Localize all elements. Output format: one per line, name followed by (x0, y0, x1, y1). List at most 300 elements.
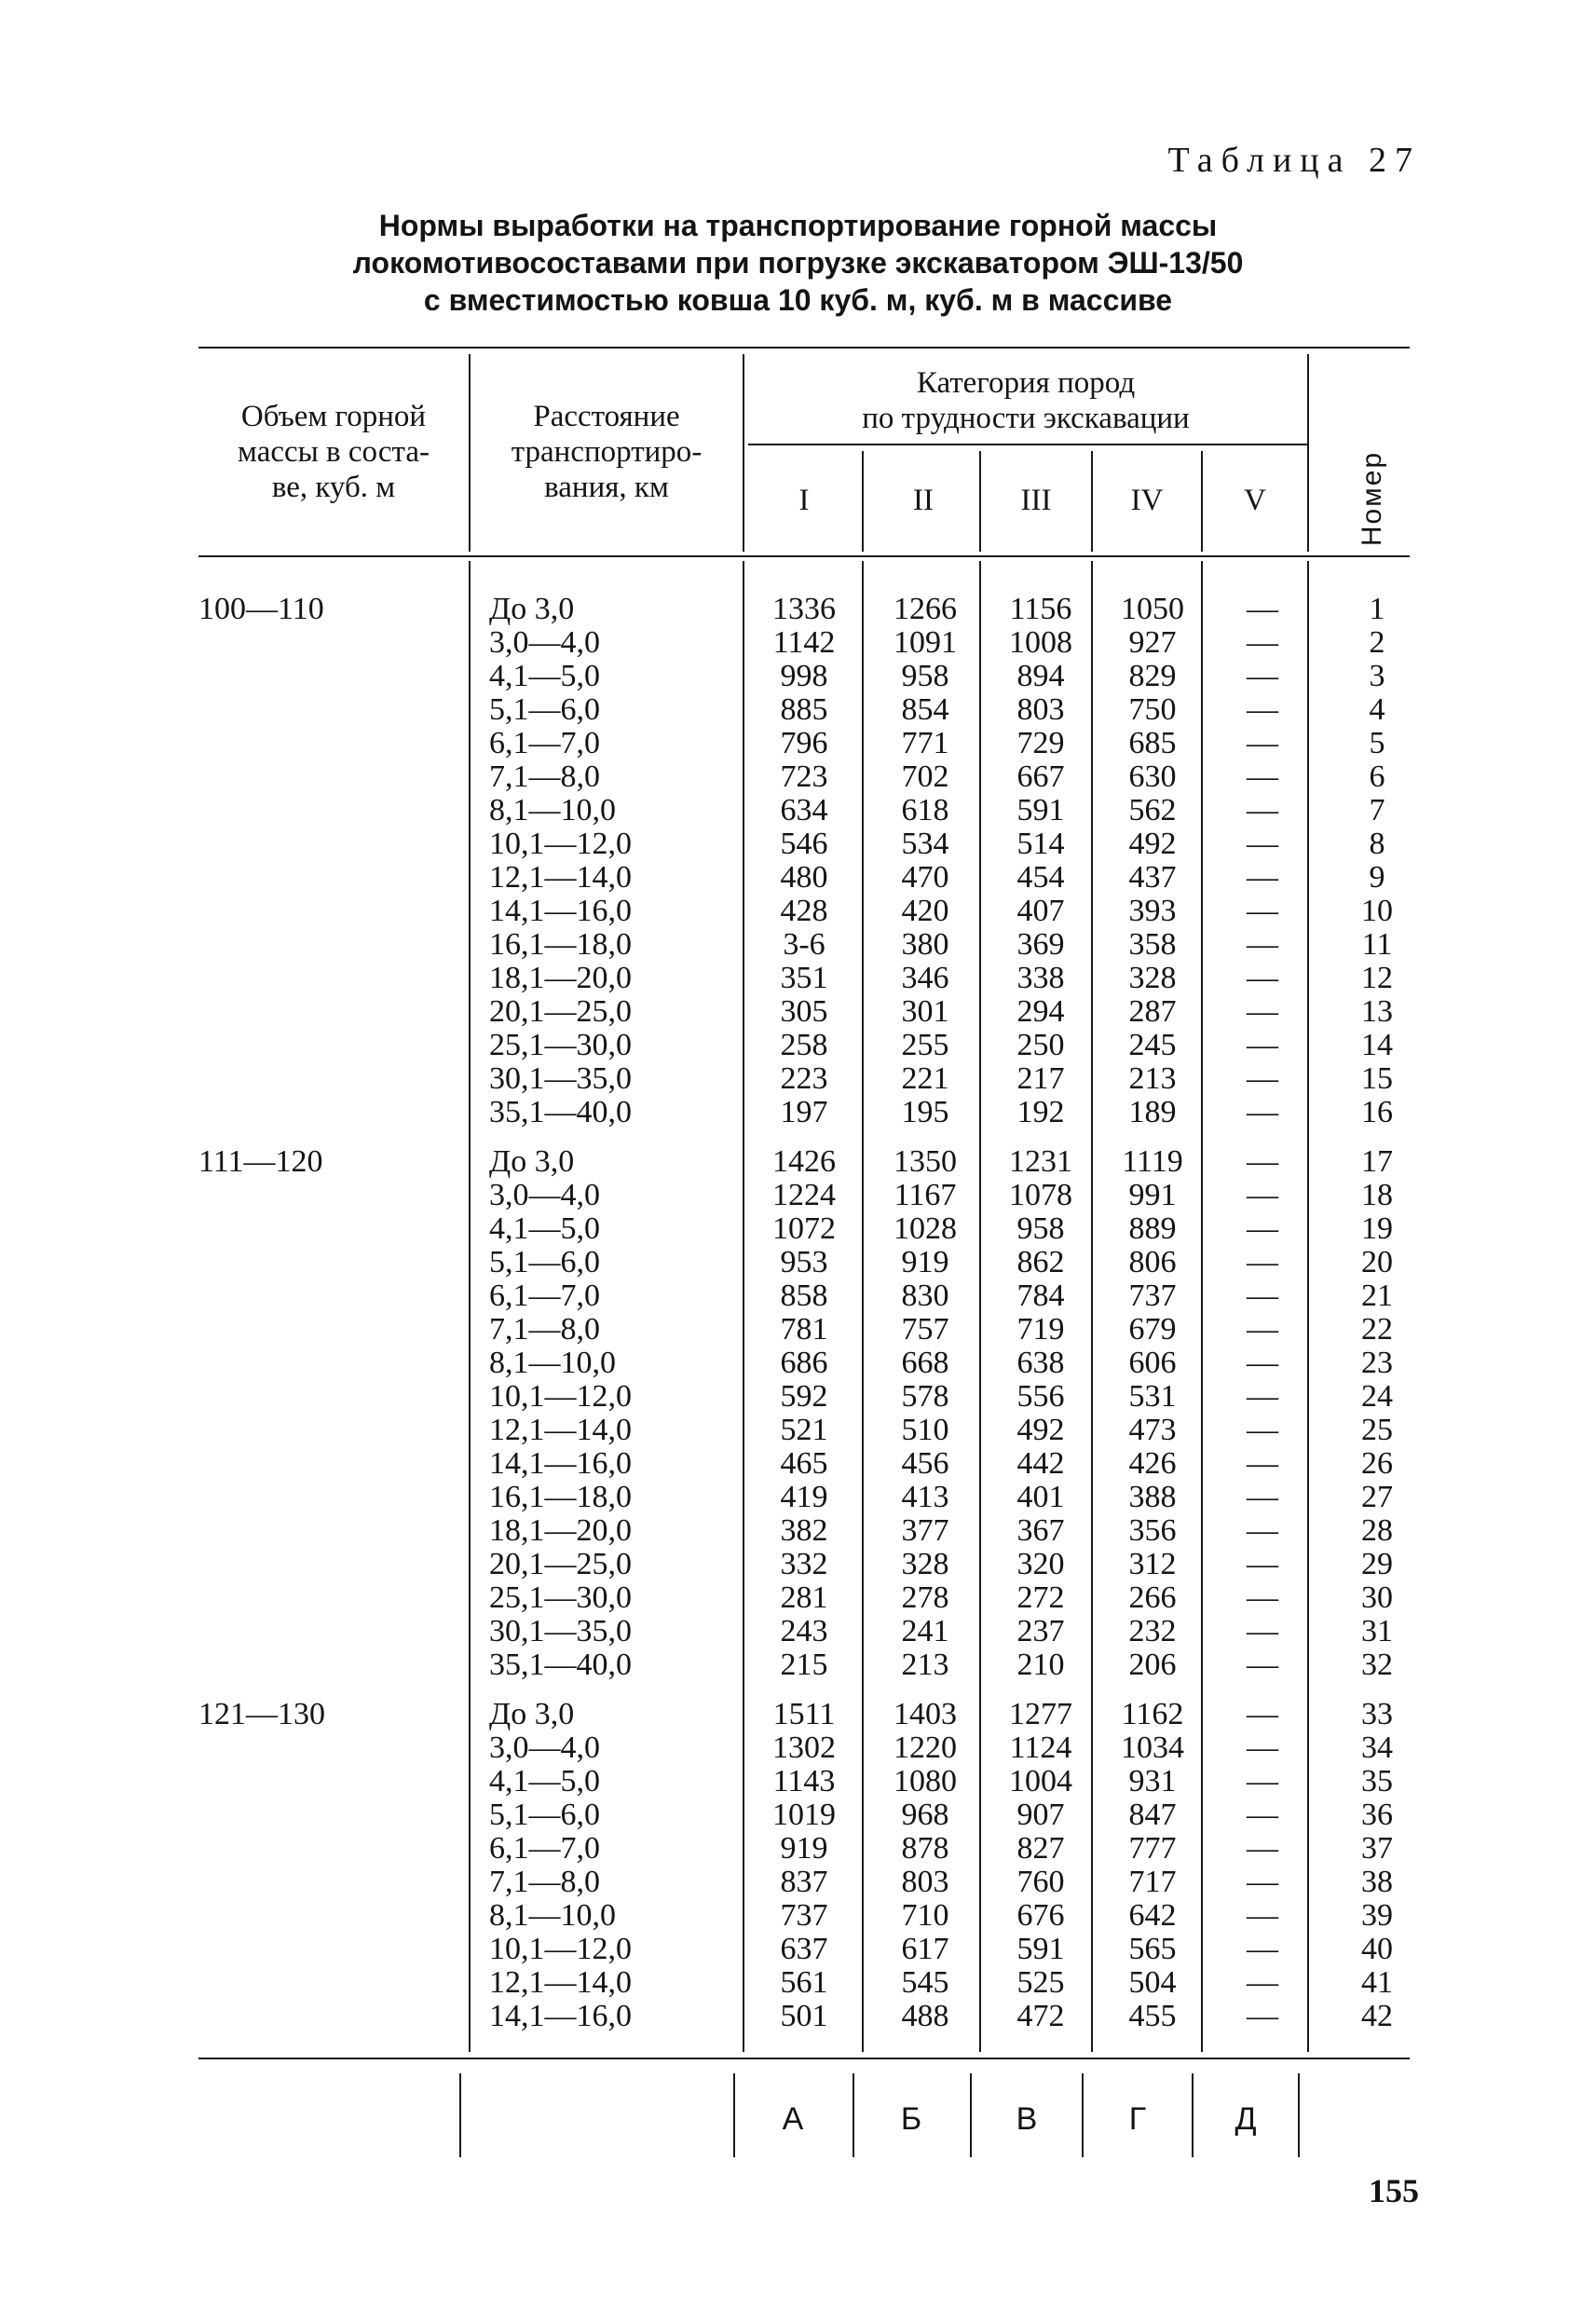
value-cat-4: 388 (1128, 1480, 1177, 1514)
distance-cell: 3,0—4,0 (489, 1178, 600, 1212)
distance-cell: 8,1—10,0 (489, 1346, 616, 1380)
table-row (0, 1145, 1596, 1179)
value-cat-3: 367 (1016, 1513, 1065, 1548)
row-number: 41 (1361, 1965, 1393, 2000)
title-line-2: локомотивосоставами при погрузке экскаватором ЭШ-13/50 (352, 246, 1244, 280)
row-number: 25 (1361, 1413, 1393, 1447)
table-row (0, 2000, 1596, 2033)
distance-cell: 20,1—25,0 (489, 994, 632, 1029)
table-row (0, 1966, 1596, 2000)
row-number: 20 (1361, 1245, 1393, 1279)
row-number: 37 (1361, 1831, 1393, 1866)
distance-cell: 14,1—16,0 (489, 1999, 632, 2033)
footer-divider-2 (853, 2073, 854, 2157)
value-cat-5: — (1247, 1898, 1278, 1933)
value-cat-3: 401 (1016, 1480, 1065, 1514)
distance-cell: 10,1—12,0 (489, 1379, 632, 1414)
distance-cell: 30,1—35,0 (489, 1061, 632, 1096)
footer-code-g: Г (1128, 2101, 1147, 2137)
value-cat-4: 679 (1128, 1312, 1177, 1347)
value-cat-1: 637 (780, 1932, 828, 1966)
value-cat-2: 510 (901, 1413, 949, 1447)
value-cat-2: 420 (901, 894, 949, 928)
value-cat-3: 320 (1016, 1547, 1065, 1581)
table-label: Таблица 27 (1167, 141, 1421, 180)
distance-cell: 6,1—7,0 (489, 1279, 600, 1313)
value-cat-3: 667 (1016, 759, 1065, 794)
value-cat-2: 241 (901, 1614, 949, 1648)
value-cat-4: 531 (1128, 1379, 1177, 1414)
group-121-130 (0, 1698, 1596, 2033)
value-cat-2: 346 (901, 961, 949, 995)
distance-cell: 16,1—18,0 (489, 1480, 632, 1514)
row-number: 31 (1361, 1614, 1393, 1648)
value-cat-2: 710 (901, 1898, 949, 1933)
value-cat-5: — (1247, 1346, 1278, 1380)
footer-code-a: А (782, 2101, 804, 2137)
title-line-3: с вместимостью ковша 10 куб. м, куб. м в массиве (423, 283, 1173, 317)
value-cat-3: 210 (1016, 1648, 1065, 1682)
value-cat-5: — (1247, 1730, 1278, 1765)
table-row (0, 1866, 1596, 1899)
table-row (0, 1933, 1596, 1966)
distance-cell: 3,0—4,0 (489, 625, 600, 660)
row-number: 29 (1361, 1547, 1393, 1581)
value-cat-1: 1224 (772, 1178, 836, 1212)
row-number: 23 (1361, 1346, 1393, 1380)
value-cat-4: 393 (1128, 894, 1177, 928)
value-cat-2: 1266 (893, 592, 957, 626)
value-cat-2: 255 (901, 1028, 949, 1062)
value-cat-3: 442 (1016, 1446, 1065, 1481)
row-number: 38 (1361, 1865, 1393, 1899)
value-cat-5: — (1247, 1028, 1278, 1062)
value-cat-5: — (1247, 1446, 1278, 1481)
value-cat-1: 1511 (772, 1697, 836, 1731)
header-category-line-1: Категория пород (916, 366, 1136, 400)
value-cat-1: 998 (780, 659, 828, 693)
value-cat-1: 305 (780, 994, 828, 1029)
header-bottom-rule (198, 555, 1410, 557)
table-row (0, 1615, 1596, 1648)
row-number: 8 (1369, 827, 1385, 861)
value-cat-4: 642 (1128, 1898, 1177, 1933)
value-cat-5: — (1247, 625, 1278, 660)
value-cat-1: 3-6 (783, 927, 825, 962)
table-row (0, 1246, 1596, 1279)
value-cat-4: 213 (1128, 1061, 1177, 1096)
value-cat-2: 301 (901, 994, 949, 1029)
table-row (0, 1581, 1596, 1615)
value-cat-3: 407 (1016, 894, 1065, 928)
row-number: 40 (1361, 1932, 1393, 1966)
value-cat-3: 591 (1016, 793, 1065, 827)
value-cat-1: 1143 (772, 1764, 836, 1798)
value-cat-3: 907 (1016, 1798, 1065, 1832)
table-title (0, 207, 1596, 319)
table-row (0, 1899, 1596, 1933)
value-cat-5: — (1247, 1144, 1278, 1179)
header-category (744, 365, 1307, 436)
value-cat-4: 245 (1128, 1028, 1177, 1062)
value-cat-1: 885 (780, 692, 828, 727)
value-cat-1: 428 (780, 894, 828, 928)
value-cat-5: — (1247, 1513, 1278, 1548)
table-row (0, 928, 1596, 962)
value-cat-1: 953 (780, 1245, 828, 1279)
value-cat-4: 287 (1128, 994, 1177, 1029)
row-number: 16 (1361, 1095, 1393, 1129)
table-row (0, 727, 1596, 760)
value-cat-3: 369 (1016, 927, 1065, 962)
row-number: 12 (1361, 961, 1393, 995)
distance-cell: 10,1—12,0 (489, 1932, 632, 1966)
value-cat-1: 258 (780, 1028, 828, 1062)
table-row (0, 827, 1596, 861)
volume-range: 100—110 (198, 592, 324, 626)
value-cat-1: 737 (780, 1898, 828, 1933)
value-cat-4: 717 (1128, 1865, 1177, 1899)
table-row (0, 1279, 1596, 1313)
value-cat-1: 1336 (772, 592, 836, 626)
value-cat-4: 606 (1128, 1346, 1177, 1380)
table-row (0, 760, 1596, 794)
value-cat-1: 592 (780, 1379, 828, 1414)
table-row (0, 1313, 1596, 1347)
row-number: 5 (1369, 726, 1385, 760)
distance-cell: 25,1—30,0 (489, 1580, 632, 1615)
value-cat-3: 676 (1016, 1898, 1065, 1933)
value-cat-5: — (1247, 961, 1278, 995)
value-cat-5: — (1247, 1831, 1278, 1866)
value-cat-1: 215 (780, 1648, 828, 1682)
row-number: 11 (1361, 927, 1393, 962)
value-cat-5: — (1247, 894, 1278, 928)
distance-cell: До 3,0 (489, 1697, 575, 1731)
header-distance-line-2: транспортиро- (511, 435, 703, 469)
distance-cell: 6,1—7,0 (489, 726, 600, 760)
row-number: 26 (1361, 1446, 1393, 1481)
value-cat-2: 757 (901, 1312, 949, 1347)
value-cat-1: 332 (780, 1547, 828, 1581)
distance-cell: 4,1—5,0 (489, 1211, 600, 1246)
value-cat-1: 480 (780, 860, 828, 895)
header-top-rule (198, 347, 1410, 349)
value-cat-3: 827 (1016, 1831, 1065, 1866)
table-row (0, 1698, 1596, 1731)
value-cat-2: 456 (901, 1446, 949, 1481)
row-number: 22 (1361, 1312, 1393, 1347)
value-cat-2: 413 (901, 1480, 949, 1514)
value-cat-1: 521 (780, 1413, 828, 1447)
value-cat-2: 195 (901, 1095, 949, 1129)
header-volume-line-3: ве, куб. м (271, 471, 396, 504)
table-row (0, 995, 1596, 1029)
value-cat-2: 771 (901, 726, 949, 760)
value-cat-5: — (1247, 1932, 1278, 1966)
row-number: 34 (1361, 1730, 1393, 1765)
distance-cell: 7,1—8,0 (489, 1312, 600, 1347)
divider-col-1-2 (862, 451, 864, 552)
header-category-2: II (913, 484, 934, 517)
distance-cell: 5,1—6,0 (489, 1798, 600, 1832)
value-cat-5: — (1247, 927, 1278, 962)
value-cat-2: 1403 (893, 1697, 957, 1731)
value-cat-1: 501 (780, 1999, 828, 2033)
value-cat-4: 206 (1128, 1648, 1177, 1682)
header-volume-line-2: массы в соста- (238, 435, 430, 469)
row-number: 21 (1361, 1279, 1393, 1313)
value-cat-1: 837 (780, 1865, 828, 1899)
value-cat-5: — (1247, 1999, 1278, 2033)
distance-cell: 12,1—14,0 (489, 1413, 632, 1447)
value-cat-4: 777 (1128, 1831, 1177, 1866)
value-cat-3: 556 (1016, 1379, 1065, 1414)
value-cat-3: 1078 (1009, 1178, 1072, 1212)
value-cat-3: 803 (1016, 692, 1065, 727)
value-cat-4: 473 (1128, 1413, 1177, 1447)
value-cat-3: 862 (1016, 1245, 1065, 1279)
value-cat-4: 991 (1128, 1178, 1177, 1212)
header-distance-line-3: вания, км (544, 471, 669, 504)
value-cat-4: 565 (1128, 1932, 1177, 1966)
value-cat-1: 561 (780, 1965, 828, 2000)
distance-cell: 3,0—4,0 (489, 1730, 600, 1765)
value-cat-5: — (1247, 1764, 1278, 1798)
value-cat-1: 351 (780, 961, 828, 995)
value-cat-4: 232 (1128, 1614, 1177, 1648)
value-cat-2: 213 (901, 1648, 949, 1682)
value-cat-4: 1034 (1121, 1730, 1184, 1765)
header-category-3: III (1020, 484, 1052, 517)
value-cat-2: 1028 (893, 1211, 957, 1246)
table-row (0, 1447, 1596, 1481)
value-cat-5: — (1247, 1413, 1278, 1447)
value-cat-4: 847 (1128, 1798, 1177, 1832)
distance-cell: 14,1—16,0 (489, 1446, 632, 1481)
value-cat-3: 719 (1016, 1312, 1065, 1347)
row-number: 32 (1361, 1648, 1393, 1682)
value-cat-5: — (1247, 1865, 1278, 1899)
value-cat-1: 1302 (772, 1730, 836, 1765)
row-number: 19 (1361, 1211, 1393, 1246)
value-cat-2: 328 (901, 1547, 949, 1581)
value-cat-4: 806 (1128, 1245, 1177, 1279)
header-category-4: IV (1130, 484, 1164, 517)
value-cat-4: 630 (1128, 759, 1177, 794)
value-cat-1: 419 (780, 1480, 828, 1514)
title-line-1: Нормы выработки на транспортирование горной массы (378, 209, 1218, 242)
distance-cell: 8,1—10,0 (489, 793, 616, 827)
footer-code-v: В (1016, 2101, 1038, 2137)
value-cat-1: 723 (780, 759, 828, 794)
value-cat-5: — (1247, 1480, 1278, 1514)
header-category-1: I (798, 484, 810, 517)
distance-cell: 4,1—5,0 (489, 1764, 600, 1798)
value-cat-1: 858 (780, 1279, 828, 1313)
distance-cell: 16,1—18,0 (489, 927, 632, 962)
value-cat-4: 356 (1128, 1513, 1177, 1548)
category-rule (748, 444, 1307, 445)
value-cat-1: 382 (780, 1513, 828, 1548)
table-row (0, 1062, 1596, 1096)
value-cat-2: 1220 (893, 1730, 957, 1765)
header-volume-line-1: Объем горной (240, 400, 427, 433)
table-row (0, 962, 1596, 995)
value-cat-3: 525 (1016, 1965, 1065, 2000)
value-cat-5: — (1247, 827, 1278, 861)
row-number: 28 (1361, 1513, 1393, 1548)
row-number: 15 (1361, 1061, 1393, 1096)
volume-range: 111—120 (198, 1144, 323, 1179)
value-cat-3: 237 (1016, 1614, 1065, 1648)
value-cat-5: — (1247, 726, 1278, 760)
value-cat-5: — (1247, 1245, 1278, 1279)
row-number: 13 (1361, 994, 1393, 1029)
value-cat-2: 377 (901, 1513, 949, 1548)
value-cat-2: 617 (901, 1932, 949, 1966)
value-cat-3: 454 (1016, 860, 1065, 895)
row-number: 36 (1361, 1798, 1393, 1832)
header-number: Номер (1357, 450, 1387, 547)
distance-cell: 4,1—5,0 (489, 659, 600, 693)
value-cat-1: 281 (780, 1580, 828, 1615)
value-cat-4: 750 (1128, 692, 1177, 727)
value-cat-5: — (1247, 592, 1278, 626)
value-cat-2: 878 (901, 1831, 949, 1866)
distance-cell: 18,1—20,0 (489, 961, 632, 995)
distance-cell: 7,1—8,0 (489, 1865, 600, 1899)
value-cat-3: 492 (1016, 1413, 1065, 1447)
value-cat-2: 919 (901, 1245, 949, 1279)
value-cat-3: 1156 (1009, 592, 1072, 626)
row-number: 24 (1361, 1379, 1393, 1414)
value-cat-3: 1008 (1009, 625, 1072, 660)
value-cat-5: — (1247, 1178, 1278, 1212)
value-cat-4: 312 (1128, 1547, 1177, 1581)
value-cat-3: 1004 (1009, 1764, 1072, 1798)
distance-cell: 25,1—30,0 (489, 1028, 632, 1062)
row-number: 7 (1369, 793, 1385, 827)
value-cat-5: — (1247, 1648, 1278, 1682)
row-number: 9 (1369, 860, 1385, 895)
value-cat-4: 562 (1128, 793, 1177, 827)
table-row (0, 1347, 1596, 1380)
value-cat-5: — (1247, 1614, 1278, 1648)
value-cat-2: 618 (901, 793, 949, 827)
value-cat-4: 1119 (1122, 1144, 1183, 1179)
value-cat-4: 685 (1128, 726, 1177, 760)
footer-divider-1 (733, 2073, 735, 2157)
value-cat-2: 545 (901, 1965, 949, 2000)
header-volume (198, 399, 469, 505)
header-distance-line-1: Расстояние (533, 400, 680, 433)
header-category-line-2: по трудности экскавации (862, 402, 1190, 435)
distance-cell: До 3,0 (489, 592, 575, 626)
value-cat-5: — (1247, 1580, 1278, 1615)
value-cat-5: — (1247, 1965, 1278, 2000)
value-cat-2: 1350 (893, 1144, 957, 1179)
value-cat-2: 1091 (893, 625, 957, 660)
distance-cell: 35,1—40,0 (489, 1648, 632, 1682)
value-cat-4: 437 (1128, 860, 1177, 895)
distance-cell: 30,1—35,0 (489, 1614, 632, 1648)
value-cat-2: 968 (901, 1798, 949, 1832)
row-number: 6 (1369, 759, 1385, 794)
value-cat-1: 243 (780, 1614, 828, 1648)
distance-cell: 18,1—20,0 (489, 1513, 632, 1548)
distance-cell: 5,1—6,0 (489, 692, 600, 727)
value-cat-3: 1124 (1009, 1730, 1072, 1765)
table-row (0, 1514, 1596, 1548)
value-cat-1: 781 (780, 1312, 828, 1347)
distance-cell: 35,1—40,0 (489, 1095, 632, 1129)
row-number: 39 (1361, 1898, 1393, 1933)
value-cat-3: 294 (1016, 994, 1065, 1029)
value-cat-3: 729 (1016, 726, 1065, 760)
row-number: 14 (1361, 1028, 1393, 1062)
value-cat-4: 328 (1128, 961, 1177, 995)
row-number: 3 (1369, 659, 1385, 693)
value-cat-4: 504 (1128, 1965, 1177, 2000)
value-cat-3: 760 (1016, 1865, 1065, 1899)
distance-cell: 5,1—6,0 (489, 1245, 600, 1279)
value-cat-5: — (1247, 759, 1278, 794)
page-number: 155 (1369, 2172, 1419, 2209)
value-cat-1: 546 (780, 827, 828, 861)
volume-range: 121—130 (198, 1697, 325, 1731)
value-cat-4: 426 (1128, 1446, 1177, 1481)
table-row (0, 1648, 1596, 1682)
value-cat-2: 534 (901, 827, 949, 861)
value-cat-3: 217 (1016, 1061, 1065, 1096)
value-cat-2: 854 (901, 692, 949, 727)
value-cat-5: — (1247, 659, 1278, 693)
table-row (0, 861, 1596, 895)
value-cat-5: — (1247, 860, 1278, 895)
value-cat-1: 465 (780, 1446, 828, 1481)
value-cat-3: 272 (1016, 1580, 1065, 1615)
value-cat-1: 634 (780, 793, 828, 827)
value-cat-3: 1231 (1009, 1144, 1072, 1179)
value-cat-3: 894 (1016, 659, 1065, 693)
value-cat-5: — (1247, 793, 1278, 827)
row-number: 2 (1369, 625, 1385, 660)
table-row (0, 660, 1596, 693)
row-number: 27 (1361, 1480, 1393, 1514)
header-distance (471, 399, 743, 505)
distance-cell: 12,1—14,0 (489, 1965, 632, 2000)
table-row (0, 593, 1596, 626)
value-cat-5: — (1247, 1697, 1278, 1731)
table-row (0, 1380, 1596, 1414)
value-cat-1: 686 (780, 1346, 828, 1380)
distance-cell: 6,1—7,0 (489, 1831, 600, 1866)
table-row (0, 1212, 1596, 1246)
value-cat-1: 1019 (772, 1798, 836, 1832)
value-cat-3: 784 (1016, 1279, 1065, 1313)
value-cat-3: 250 (1016, 1028, 1065, 1062)
value-cat-5: — (1247, 994, 1278, 1029)
value-cat-4: 492 (1128, 827, 1177, 861)
value-cat-4: 829 (1128, 659, 1177, 693)
value-cat-1: 1142 (772, 625, 836, 660)
value-cat-2: 278 (901, 1580, 949, 1615)
row-number: 35 (1361, 1764, 1393, 1798)
value-cat-2: 1167 (893, 1178, 957, 1212)
value-cat-3: 514 (1016, 827, 1065, 861)
value-cat-1: 223 (780, 1061, 828, 1096)
